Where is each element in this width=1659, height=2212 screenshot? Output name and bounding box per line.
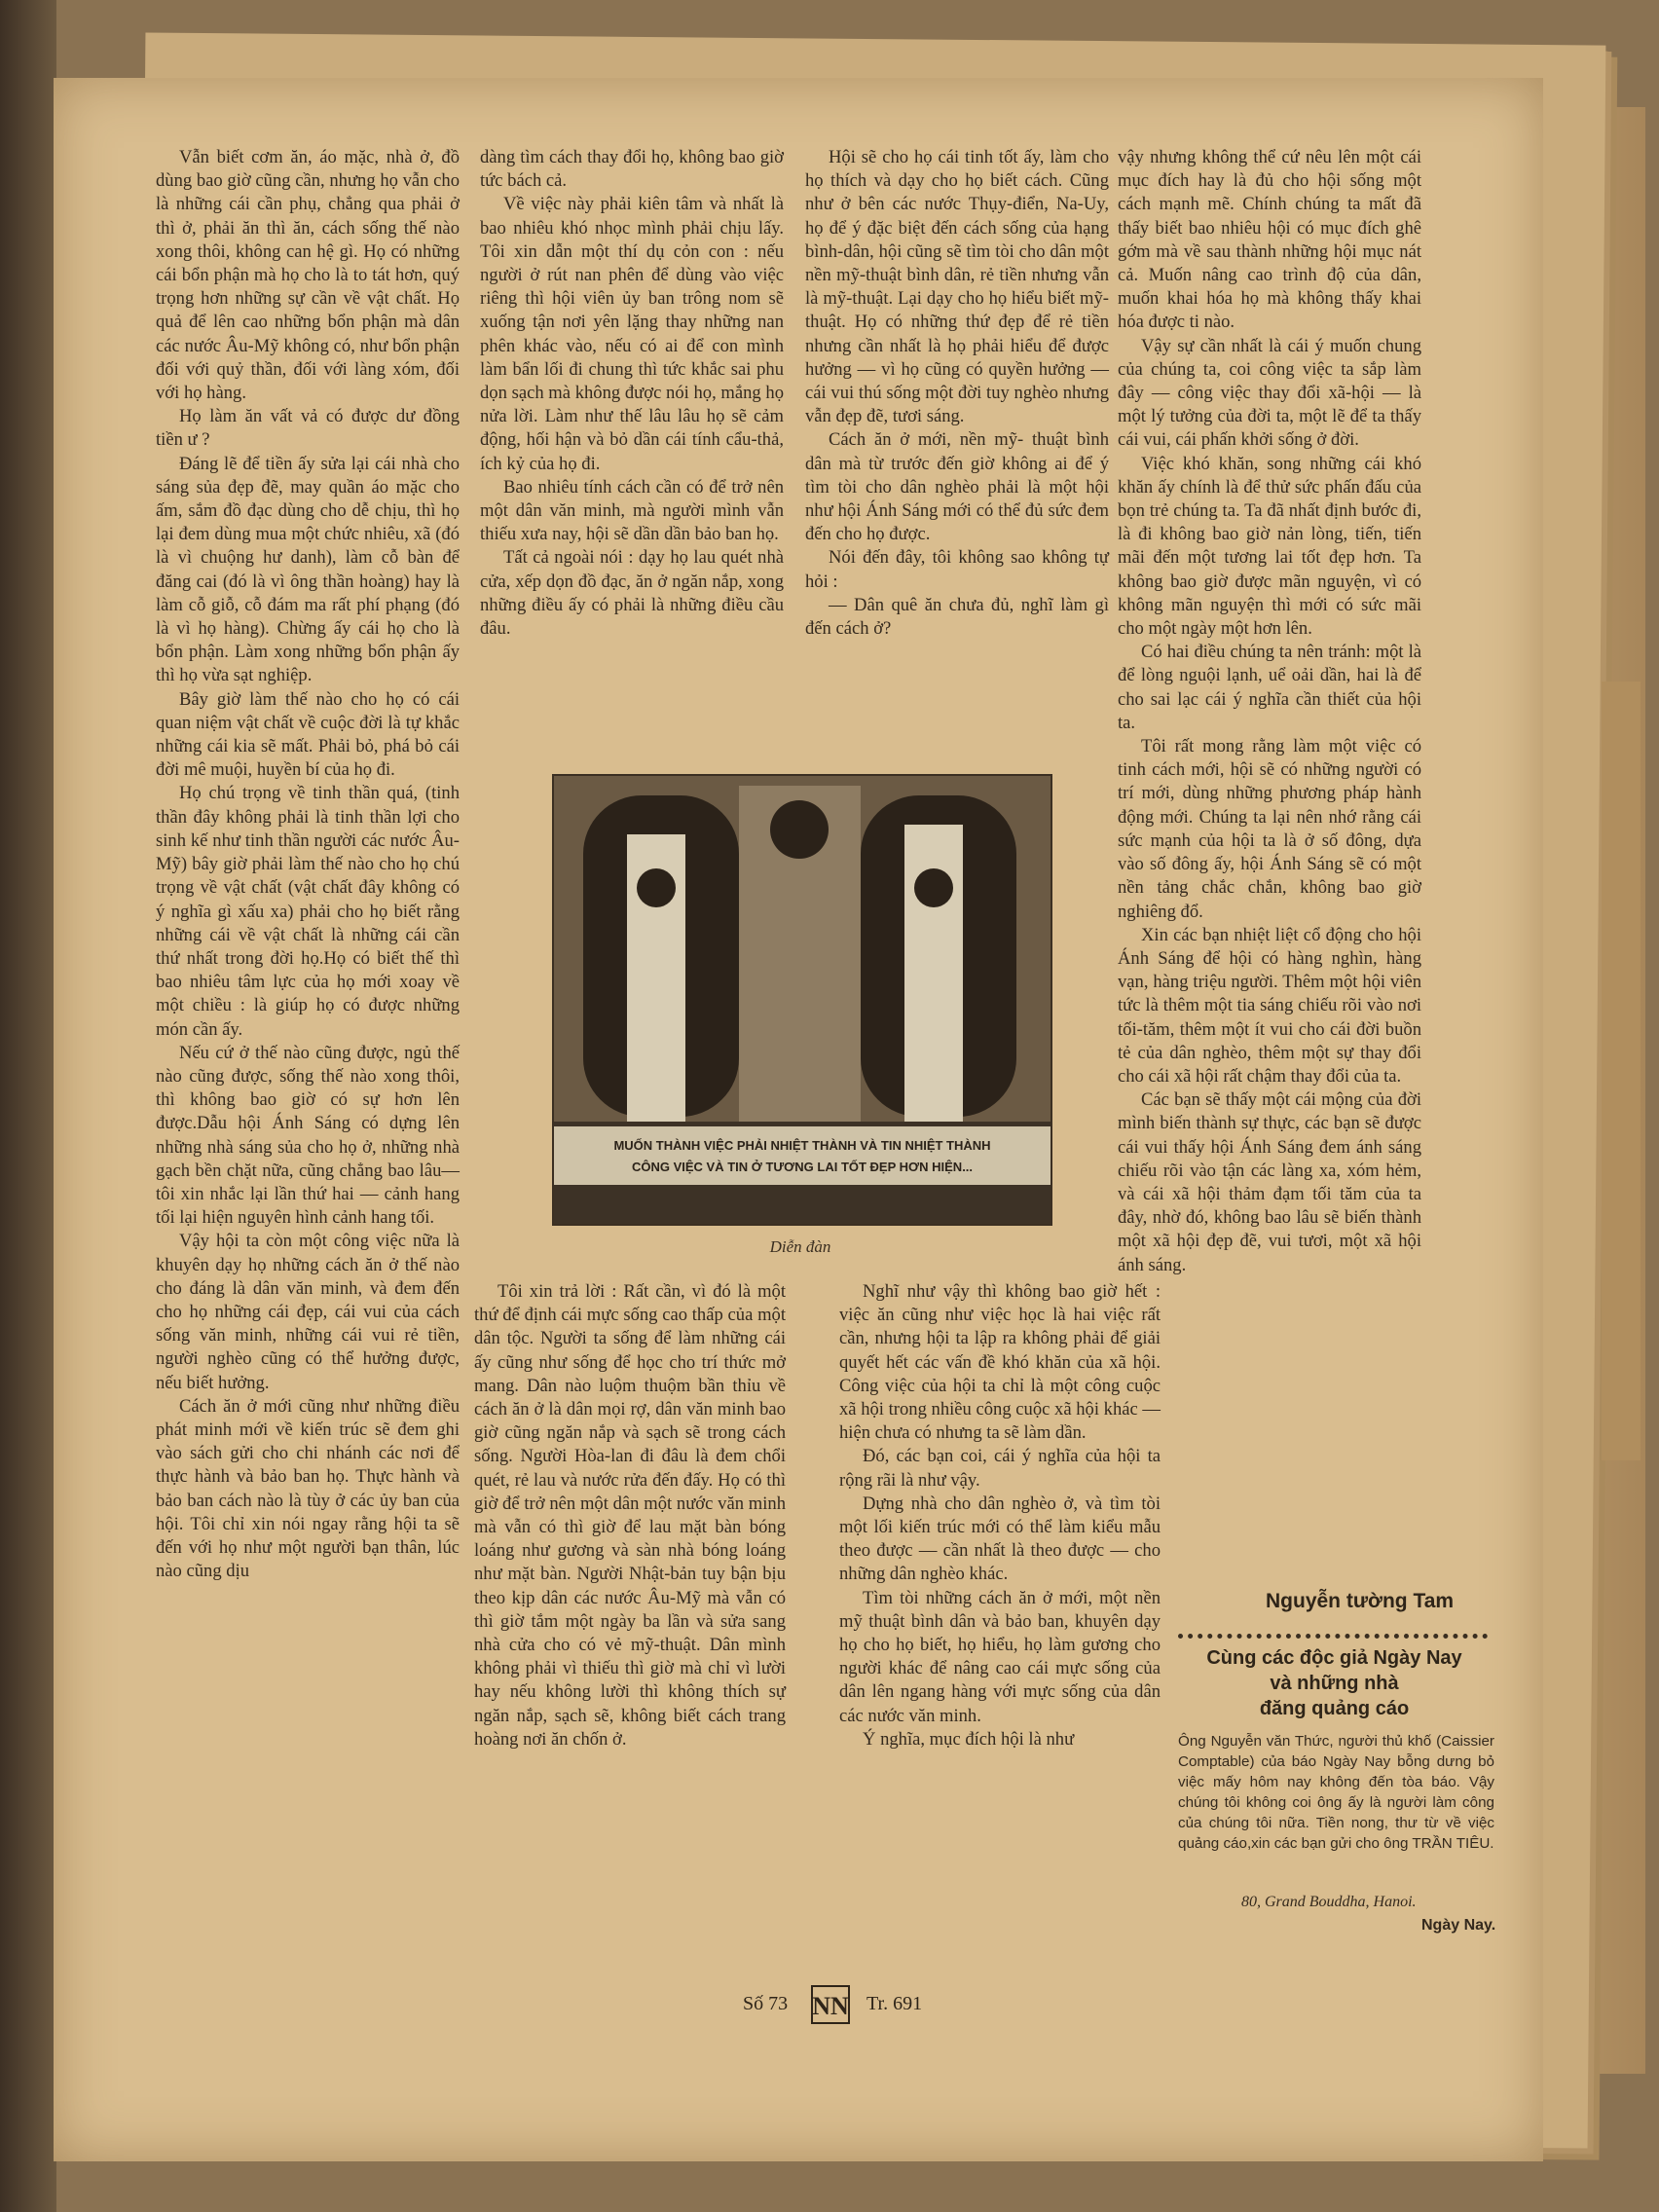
paragraph: Đó, các bạn coi, cái ý nghĩa của hội ta rộng rãi là như vậy. — [839, 1446, 1161, 1491]
paragraph: Tôi xin trả lời : Rất cần, vì đó là một thứ để định cái mực sống cao thấp của một dân tộc. Người ta sống để làm những cái ấy cũng như sống để học cho trí thức mở mang. Dân nào luộm thuộm bần thỉu về cách ăn ở là dân mọi rợ, dân văn minh bao giờ cũng ngăn nắp và sạch sẽ trong cách sống. Người Hòa-lan đi đâu là đem chổi quét, rẻ lau và nước rửa đến đấy. Họ có thì giờ để trở nên một dân một nước văn minh mà vẫn có thì giờ để lau mặt bàn bóng loáng như gương và sàn nhà bóng loáng như mặt bàn. Người Nhật-bản tuy bận bịu theo kịp dân các nước Âu-Mỹ mà vẫn có thì giờ tắm một ngày ba lần và sửa sang nhà cửa cho có vẻ mỹ-thuật. Dân mình không phải vì thiếu thì giờ mà chỉ vì lười hay nếu không lười thì không thích sự ngăn nắp, sạch sẽ, không biết cách trang hoàng nơi ăn chốn ở. — [474, 1281, 786, 1750]
paragraph: Dựng nhà cho dân nghèo ở, và tìm tòi một lối kiến trúc mới có thể làm kiểu mẫu theo được — cần nhất là theo được — cho những dân nghèo khác. — [839, 1493, 1161, 1585]
page-number: Tr. 691 — [866, 1993, 923, 2014]
notice-address: 80, Grand Bouddha, Hanoi. — [1241, 1894, 1417, 1910]
paragraph: Cách ăn ở mới, nền mỹ- thuật bình dân mà từ trước đến giờ không ai để ý tìm tòi cho dân nghèo phải là một hội như hội Ánh Sáng mới có thể đủ sức đem đến cho họ được. — [805, 429, 1109, 545]
book-spine — [0, 0, 56, 2212]
paragraph: — Dân quê ăn chưa đủ, nghĩ làm gì đến cách ở? — [805, 594, 1109, 640]
notice-title-line-1: Cùng các độc giả Ngày Nay — [1206, 1647, 1462, 1669]
paragraph: Vậy sự cần nhất là cái ý muốn chung của chúng ta, coi công việc ta sắp làm đây — công việc thay đổi xã-hội — là một lý tưởng của đời ta, một lẽ để ta thấy cái vui, cái phấn khởi sống ở đời. — [1118, 335, 1421, 451]
paragraph: Hội sẽ cho họ cái tinh tốt ấy, làm cho họ thích và dạy cho họ biết cách. Cũng như ở bên các nước Thụy-điển, Na-Uy, họ để ý đặc biệt đến cách sống của hạng bình-dân, hội cũng sẽ tìm tòi cho dân một nền mỹ-thuật bình dân, rẻ tiền nhưng vẫn là mỹ-thuật. Lại dạy cho họ hiểu biết mỹ-thuật. Họ có những thứ đẹp để rẻ tiền nhưng cần nhất là họ phải hiểu để được hưởng — vì họ cũng có quyền hưởng — cái vui thú sống một đời tuy nghèo nhưng vẫn đẹp đẽ, tươi sáng. — [805, 147, 1109, 427]
paragraph: Tất cả ngoài nói : dạy họ lau quét nhà cửa, xếp dọn đồ đạc, ăn ở ngăn nắp, xong những điều ấy có phải là những điều cầu đâu. — [480, 547, 784, 640]
paragraph: Vẫn biết cơm ăn, áo mặc, nhà ở, đồ dùng bao giờ cũng cần, nhưng họ vẫn cho là những cái cần phụ, chẳng qua phải ở thì ở, phải ăn thì ăn, cách sống thế nào xong thôi, không can hệ gì. Họ có những cái bổn phận mà họ cho là to tát hơn, quý trọng hơn những sự cần về vật chất. Họ quả để lên cao những bổn phận mà dân các nước Âu-Mỹ không có, như bổn phận đối với quỷ thần, đối với làng xóm, đối với họ hàng. — [156, 147, 460, 404]
paragraph: Tôi rất mong rằng làm một việc có tinh cách mới, hội sẽ có những người có trí mới, dùng những phương pháp hành động mới. Chúng ta lại nên nhớ rằng cái sức mạnh của hội ta là ở số đông, dựa vào số đông ấy, hội Ánh Sáng sẽ có một nền tảng chắc chắn, không bao giờ nghiêng đổ. — [1118, 736, 1421, 922]
paragraph: vậy nhưng không thể cứ nêu lên một cái mục đích hay là đủ cho hội sống một cách mạnh mẽ. Chính chúng ta mất đã thấy biết bao nhiêu hội có mục đích ghê gớm mà về sau thành những hội mục nát cả. Muốn nâng cao trình độ của dân, muốn khai hóa họ mà không thấy khai hóa được ti nào. — [1118, 147, 1421, 333]
paragraph: Nói đến đây, tôi không sao không tự hỏi : — [805, 547, 1109, 592]
paragraph: Ý nghĩa, mục đích hội là như — [863, 1728, 1075, 1750]
paragraph: Cách ăn ở mới cũng như những điều phát minh mới về kiến trúc sẽ đem ghi vào sách gửi cho chi nhánh các nơi để thực hành và bảo ban họ. Thực hành và bảo ban cách nào là tùy ở các ủy ban của hội. Tôi chỉ xin nói ngay rằng hội ta sẽ đến với họ như một người bạn thân, lúc nào cũng dịu — [156, 1395, 460, 1582]
notice-title-line-3: đăng quảng cáo — [1259, 1698, 1410, 1719]
paragraph: Về việc này phải kiên tâm và nhất là bao nhiêu khó nhọc mình phải chịu lấy. Tôi xin dẫn một thí dụ cỏn con : nếu người ở rút nan phên để dùng vào việc riêng thì hội viên ủy ban trông nom sẽ xuống tận nơi yên lặng thay những nan phên khác vào, nếu có ai để con mình làm bẩn lối đi chung thì tức khắc sai phu dọn sạch mà không được nói họ, mắng họ nửa lời. Làm như thế lâu lâu họ sẽ cảm động, hối hận và bỏ dần cái tính cẩu-thả, ích kỷ của họ đi. — [480, 194, 784, 474]
paragraph: Bao nhiêu tính cách cần có để trở nên một dân văn minh, mà người mình vẫn thiếu xưa nay, hội sẽ dần dần bảo ban họ. — [480, 476, 784, 545]
column-1 — [156, 146, 460, 1583]
paragraph: Tìm tòi những cách ăn ở mới, một nền mỹ thuật bình dân và bảo ban, khuyên dạy họ cho họ biết, họ hiểu, họ làm gương cho người khác để nâng cao cái mực sống của dân lên ngang hàng với mực sống của dân các nước văn minh. — [839, 1587, 1161, 1726]
column-4 — [1118, 146, 1421, 1277]
paragraph: dàng tìm cách thay đổi họ, không bao giờ tức bách cả. — [480, 147, 784, 192]
banner-line-1: MUỐN THÀNH VIỆC PHẢI NHIỆT THÀNH VÀ TIN NHIỆT THÀNH — [613, 1138, 991, 1153]
notice-body: Ông Nguyễn văn Thức, người thủ khố (Caissier Comptable) của báo Ngày Nay bỗng dưng bỏ việc mấy hôm nay không đến tòa báo. Vậy chúng tôi không coi ông ấy là người làm công của chúng tôi nữa. Tiền nong, thư từ về việc quảng cáo,xin các bạn gửi cho ông TRẦN TIÊU. — [1178, 1733, 1494, 1852]
paragraph: Việc khó khăn, song những cái khó khăn ấy chính là để thử sức phấn đấu của bọn trẻ chúng ta. Ta đã nhất định bước đi, là đi không bao giờ nản lòng, tiến, tiến mãi đến một tương lai tốt đẹp hơn. Ta không bao giờ được mãn nguyện, vì có không mãn nguyện thì mới có sức mãi cho một ngày một hơn lên. — [1118, 453, 1421, 640]
column-3 — [805, 146, 1109, 641]
paragraph: Nghĩ như vậy thì không bao giờ hết : việc ăn cũng như việc học là hai việc rất cần, nhưng hội ta lập ra không phải để giải quyết hết các vấn đề khó khăn của xã hội. Công việc của hội ta chỉ là một công cuộc xã hội trong nhiều công cuộc xã hội khác — hiện chưa có nhưng ta sẽ làm dần. — [839, 1281, 1161, 1444]
dotted-divider — [1178, 1634, 1488, 1639]
notice-signature: Ngày Nay. — [1421, 1917, 1496, 1934]
forum-photo — [552, 774, 1052, 1226]
photo-caption: Diễn đàn — [769, 1237, 831, 1256]
paragraph: Họ làm ăn vất vả có được dư đồng tiền ư ? — [156, 406, 460, 451]
paragraph: Nếu cứ ở thế nào cũng được, ngủ thế nào cũng được, sống thế nào xong thôi, thì không bao giờ có sự hơn lên được.Dẫu hội Ánh Sáng có dựng lên những nhà sáng sủa cho họ ở, những nhà gạch bền chặt nữa, cũng chẳng bao lâu—tôi xin nhắc lại lần thứ hai — cảnh hang tối lại hiện nguyên hình cảnh hang tối. — [156, 1042, 460, 1229]
paragraph: Có hai điều chúng ta nên tránh: một là để lòng nguội lạnh, uể oải dần, hai là để cho sai lạc cái ý nghĩa cần thiết của hội ta. — [1118, 642, 1421, 733]
paragraph: Bây giờ làm thế nào cho họ có cái quan niệm vật chất về cuộc đời là tự khắc những cái kia sẽ mất. Phải bỏ, phá bỏ cái đời mê muội, huyền bí của họ đi. — [156, 688, 460, 781]
paragraph: Các bạn sẽ thấy một cái mộng của đời mình biến thành sự thực, các bạn sẽ được cái vui thấy hội Ánh Sáng đem ánh sáng chiếu rõi vào tận các làng xa, xóm hẻm, và cái xã hội thảm đạm tối tăm của ta đây, nhờ đó, không bao lâu sẽ biến thành một xã hội đẹp đẽ, vui tươi, một xã hội ánh sáng. — [1118, 1089, 1421, 1275]
paragraph: Đáng lẽ để tiền ấy sửa lại cái nhà cho sáng sủa đẹp đẽ, may quần áo mặc cho ấm, sắm đồ đạc dùng cho dễ chịu, thì họ lại đem dùng mua một chức nhiêu, xã (đó là vì chuộng hư danh), làm cỗ bàn để đăng cai (đó là vì ông thần hoàng) hay là làm cỗ giỗ, cỗ đám ma rất phí phạng (đó là vì họ hàng). Chừng ấy cái họ cho là bổn phận. Làm xong những bổn phận ấy thì họ vừa sạt nghiệp. — [156, 453, 460, 686]
paragraph: Xin các bạn nhiệt liệt cổ động cho hội Ánh Sáng để hội có hàng nghìn, hàng vạn, hàng triệu người. Thêm một hội viên tức là thêm một tia sáng chiếu rõi vào nơi tối-tăm, thêm một ít vui cho cái đời buồn tẻ của dân nghèo, thêm một sự thay đổi cho cái xã hội rất chậm thay đổi của ta. — [1118, 924, 1421, 1087]
issue-number: Số 73 — [743, 1993, 789, 2014]
logo-text: NN — [812, 1992, 849, 2020]
notice-title-line-2: và những nhà — [1270, 1673, 1399, 1694]
ngay-nay-logo-icon — [810, 1982, 851, 2027]
paragraph: Vậy hội ta còn một công việc nữa là khuyên dạy họ những cách ăn ở thế nào cho đáng là dân văn minh, và đem đến cho họ những cái đẹp, cái vui của cách sống văn minh, những cái vui rẻ tiền, người nghèo cũng có thể hưởng được, nếu biết hưởng. — [156, 1231, 460, 1393]
notice-title — [1176, 1645, 1493, 1721]
author-signature: Nguyễn tường Tam — [1266, 1590, 1455, 1612]
column-3-lower — [839, 1280, 1161, 1751]
photo-illustration — [554, 776, 1051, 1224]
paragraph: Họ chú trọng về tinh thần quá, (tinh thần đây không phải là tinh thần lợi cho sinh kế như tinh thần người các nước Âu-Mỹ) bây giờ phải làm thế nào cho họ chú trọng về vật chất (vật chất đây không có ý nghĩa gì xấu xa) phải cho họ biết rằng những cái về vật chất là những cái cần thứ nhất trong đời họ.Họ có biết thế thì bao nhiêu tâm lực của họ mới xoay về một chiều : là giúp họ có được những món cần ấy. — [156, 783, 460, 1040]
column-2-lower — [474, 1280, 786, 1751]
banner-line-2: CÔNG VIỆC VÀ TIN Ở TƯƠNG LAI TỐT ĐẸP HƠN HIỆN... — [631, 1160, 974, 1174]
torn-edge — [1602, 682, 1641, 1460]
column-2 — [480, 146, 784, 641]
